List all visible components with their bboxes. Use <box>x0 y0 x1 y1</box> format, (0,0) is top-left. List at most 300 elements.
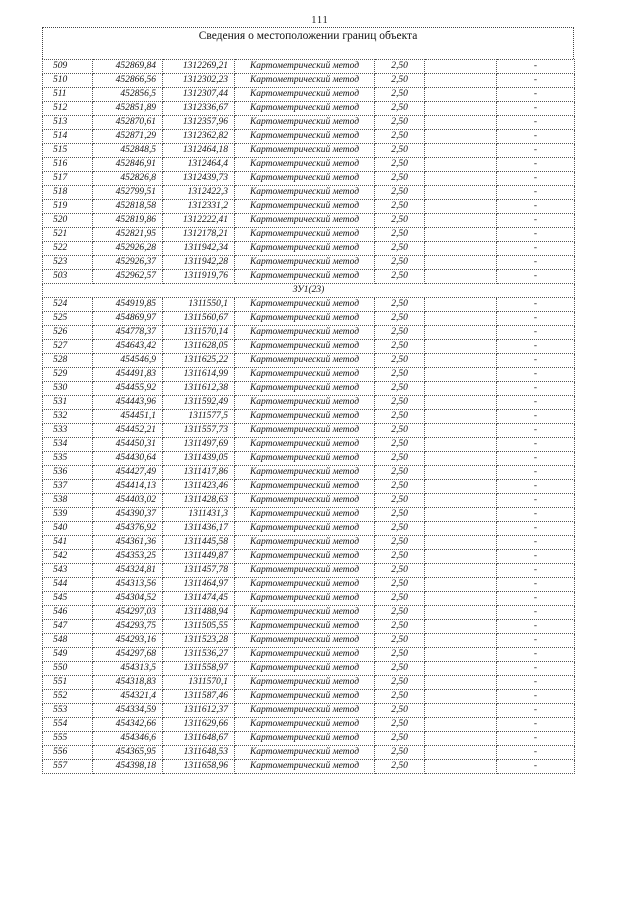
table-row <box>43 130 575 144</box>
precision-cell: 2,50 <box>375 550 425 564</box>
dash-cell: - <box>497 550 575 564</box>
table-row <box>43 522 575 536</box>
point-number: 545 <box>43 592 93 606</box>
precision-cell: 2,50 <box>375 452 425 466</box>
point-number: 543 <box>43 564 93 578</box>
coordinate-y: 1311557,73 <box>163 424 235 438</box>
point-number: 547 <box>43 620 93 634</box>
precision-cell: 2,50 <box>375 60 425 74</box>
empty-cell <box>425 746 497 760</box>
empty-cell <box>425 144 497 158</box>
coordinate-y: 1311523,28 <box>163 634 235 648</box>
coordinate-y: 1311587,46 <box>163 690 235 704</box>
table-row <box>43 354 575 368</box>
precision-cell: 2,50 <box>375 382 425 396</box>
table-row <box>43 438 575 452</box>
precision-cell: 2,50 <box>375 494 425 508</box>
coordinate-y: 1312439,73 <box>163 172 235 186</box>
coordinate-x: 454365,95 <box>93 746 163 760</box>
method-cell: Картометрический метод <box>235 676 375 690</box>
coordinate-x: 454452,21 <box>93 424 163 438</box>
coordinate-y: 1311497,69 <box>163 438 235 452</box>
point-number: 550 <box>43 662 93 676</box>
point-number: 531 <box>43 396 93 410</box>
coordinate-x: 454778,37 <box>93 326 163 340</box>
coordinate-x: 452871,29 <box>93 130 163 144</box>
precision-cell: 2,50 <box>375 662 425 676</box>
dash-cell: - <box>497 690 575 704</box>
coordinate-y: 1311577,5 <box>163 410 235 424</box>
point-number: 525 <box>43 312 93 326</box>
table-row <box>43 606 575 620</box>
empty-cell <box>425 298 497 312</box>
coordinate-x: 454293,16 <box>93 634 163 648</box>
dash-cell: - <box>497 382 575 396</box>
method-cell: Картометрический метод <box>235 144 375 158</box>
method-cell: Картометрический метод <box>235 200 375 214</box>
table-row <box>43 508 575 522</box>
method-cell: Картометрический метод <box>235 592 375 606</box>
method-cell: Картометрический метод <box>235 620 375 634</box>
empty-cell <box>425 704 497 718</box>
empty-cell <box>425 522 497 536</box>
coordinate-y: 1311457,78 <box>163 564 235 578</box>
precision-cell: 2,50 <box>375 312 425 326</box>
table-row <box>43 242 575 256</box>
point-number: 540 <box>43 522 93 536</box>
coordinate-y: 1311942,34 <box>163 242 235 256</box>
coordinates-table <box>42 59 575 774</box>
method-cell: Картометрический метод <box>235 564 375 578</box>
method-cell: Картометрический метод <box>235 550 375 564</box>
coordinate-x: 452799,51 <box>93 186 163 200</box>
empty-cell <box>425 256 497 270</box>
point-number: 553 <box>43 704 93 718</box>
empty-cell <box>425 410 497 424</box>
coordinate-x: 452818,58 <box>93 200 163 214</box>
precision-cell: 2,50 <box>375 606 425 620</box>
dash-cell: - <box>497 732 575 746</box>
coordinate-x: 454313,5 <box>93 662 163 676</box>
method-cell: Картометрический метод <box>235 606 375 620</box>
coordinate-x: 454919,85 <box>93 298 163 312</box>
dash-cell: - <box>497 116 575 130</box>
dash-cell: - <box>497 74 575 88</box>
table-row <box>43 172 575 186</box>
precision-cell: 2,50 <box>375 704 425 718</box>
point-number: 554 <box>43 718 93 732</box>
table-row <box>43 578 575 592</box>
method-cell: Картометрический метод <box>235 578 375 592</box>
method-cell: Картометрический метод <box>235 60 375 74</box>
point-number: 510 <box>43 74 93 88</box>
coordinate-y: 1311628,05 <box>163 340 235 354</box>
table-row <box>43 368 575 382</box>
dash-cell: - <box>497 480 575 494</box>
method-cell: Картометрический метод <box>235 396 375 410</box>
empty-cell <box>425 116 497 130</box>
dash-cell: - <box>497 662 575 676</box>
method-cell: Картометрический метод <box>235 382 375 396</box>
precision-cell: 2,50 <box>375 270 425 284</box>
coordinate-y: 1311592,49 <box>163 396 235 410</box>
table-row <box>43 718 575 732</box>
empty-cell <box>425 172 497 186</box>
method-cell: Картометрический метод <box>235 312 375 326</box>
table-row <box>43 648 575 662</box>
table-row <box>43 200 575 214</box>
coordinate-x: 452866,56 <box>93 74 163 88</box>
coordinate-y: 1312222,41 <box>163 214 235 228</box>
coordinate-y: 1311423,46 <box>163 480 235 494</box>
dash-cell: - <box>497 102 575 116</box>
coordinate-x: 454450,31 <box>93 438 163 452</box>
method-cell: Картометрический метод <box>235 340 375 354</box>
empty-cell <box>425 382 497 396</box>
precision-cell: 2,50 <box>375 186 425 200</box>
empty-cell <box>425 312 497 326</box>
table-row <box>43 690 575 704</box>
coordinate-x: 454869,97 <box>93 312 163 326</box>
coordinate-x: 452869,84 <box>93 60 163 74</box>
precision-cell: 2,50 <box>375 508 425 522</box>
table-row <box>43 480 575 494</box>
coordinate-x: 454304,52 <box>93 592 163 606</box>
precision-cell: 2,50 <box>375 354 425 368</box>
point-number: 538 <box>43 494 93 508</box>
precision-cell: 2,50 <box>375 130 425 144</box>
method-cell: Картометрический метод <box>235 410 375 424</box>
coordinate-x: 452926,28 <box>93 242 163 256</box>
empty-cell <box>425 662 497 676</box>
coordinate-y: 1311658,96 <box>163 760 235 774</box>
coordinate-y: 1311474,45 <box>163 592 235 606</box>
table-row <box>43 760 575 774</box>
method-cell: Картометрический метод <box>235 228 375 242</box>
empty-cell <box>425 200 497 214</box>
dash-cell: - <box>497 340 575 354</box>
dash-cell: - <box>497 424 575 438</box>
empty-cell <box>425 424 497 438</box>
point-number: 519 <box>43 200 93 214</box>
coordinate-y: 1312302,23 <box>163 74 235 88</box>
point-number: 536 <box>43 466 93 480</box>
method-cell: Картометрический метод <box>235 690 375 704</box>
point-number: 556 <box>43 746 93 760</box>
empty-cell <box>425 578 497 592</box>
point-number: 557 <box>43 760 93 774</box>
coordinate-x: 454414,13 <box>93 480 163 494</box>
table-row <box>43 536 575 550</box>
point-number: 555 <box>43 732 93 746</box>
precision-cell: 2,50 <box>375 480 425 494</box>
method-cell: Картометрический метод <box>235 634 375 648</box>
dash-cell: - <box>497 200 575 214</box>
table-row <box>43 102 575 116</box>
coordinate-x: 452821,95 <box>93 228 163 242</box>
table-row <box>43 74 575 88</box>
table-row <box>43 326 575 340</box>
precision-cell: 2,50 <box>375 690 425 704</box>
point-number: 513 <box>43 116 93 130</box>
coordinate-x: 454403,02 <box>93 494 163 508</box>
method-cell: Картометрический метод <box>235 466 375 480</box>
dash-cell: - <box>497 676 575 690</box>
coordinate-y: 1311648,67 <box>163 732 235 746</box>
precision-cell: 2,50 <box>375 102 425 116</box>
coordinate-x: 452926,37 <box>93 256 163 270</box>
table-row <box>43 340 575 354</box>
coordinate-x: 454334,59 <box>93 704 163 718</box>
point-number: 535 <box>43 452 93 466</box>
empty-cell <box>425 368 497 382</box>
coordinate-y: 1311505,55 <box>163 620 235 634</box>
empty-cell <box>425 242 497 256</box>
table-row <box>43 746 575 760</box>
dash-cell: - <box>497 648 575 662</box>
coordinates-table-body <box>43 60 575 774</box>
point-number: 532 <box>43 410 93 424</box>
dash-cell: - <box>497 354 575 368</box>
dash-cell: - <box>497 270 575 284</box>
coordinate-x: 454313,56 <box>93 578 163 592</box>
coordinate-x: 452826,8 <box>93 172 163 186</box>
coordinate-y: 1312269,21 <box>163 60 235 74</box>
table-row <box>43 704 575 718</box>
point-number: 527 <box>43 340 93 354</box>
method-cell: Картометрический метод <box>235 662 375 676</box>
coordinate-x: 452848,5 <box>93 144 163 158</box>
dash-cell: - <box>497 312 575 326</box>
coordinate-x: 454491,83 <box>93 368 163 382</box>
precision-cell: 2,50 <box>375 256 425 270</box>
method-cell: Картометрический метод <box>235 508 375 522</box>
method-cell: Картометрический метод <box>235 102 375 116</box>
empty-cell <box>425 228 497 242</box>
point-number: 551 <box>43 676 93 690</box>
empty-cell <box>425 354 497 368</box>
precision-cell: 2,50 <box>375 340 425 354</box>
method-cell: Картометрический метод <box>235 746 375 760</box>
point-number: 534 <box>43 438 93 452</box>
coordinate-x: 452851,89 <box>93 102 163 116</box>
empty-cell <box>425 438 497 452</box>
precision-cell: 2,50 <box>375 144 425 158</box>
table-row <box>43 466 575 480</box>
precision-cell: 2,50 <box>375 648 425 662</box>
empty-cell <box>425 648 497 662</box>
coordinate-y: 1311942,28 <box>163 256 235 270</box>
precision-cell: 2,50 <box>375 410 425 424</box>
coordinate-y: 1311570,1 <box>163 676 235 690</box>
coordinate-y: 1311560,67 <box>163 312 235 326</box>
point-number: 528 <box>43 354 93 368</box>
coordinate-y: 1312178,21 <box>163 228 235 242</box>
coordinate-x: 454318,83 <box>93 676 163 690</box>
empty-cell <box>425 676 497 690</box>
coordinate-x: 454427,49 <box>93 466 163 480</box>
method-cell: Картометрический метод <box>235 424 375 438</box>
point-number: 521 <box>43 228 93 242</box>
coordinate-x: 454430,64 <box>93 452 163 466</box>
dash-cell: - <box>497 578 575 592</box>
empty-cell <box>425 536 497 550</box>
empty-cell <box>425 340 497 354</box>
dash-cell: - <box>497 438 575 452</box>
dash-cell: - <box>497 466 575 480</box>
dash-cell: - <box>497 172 575 186</box>
empty-cell <box>425 186 497 200</box>
method-cell: Картометрический метод <box>235 368 375 382</box>
precision-cell: 2,50 <box>375 592 425 606</box>
method-cell: Картометрический метод <box>235 130 375 144</box>
dash-cell: - <box>497 634 575 648</box>
table-row <box>43 88 575 102</box>
method-cell: Картометрический метод <box>235 438 375 452</box>
table-row <box>43 116 575 130</box>
precision-cell: 2,50 <box>375 746 425 760</box>
precision-cell: 2,50 <box>375 214 425 228</box>
point-number: 523 <box>43 256 93 270</box>
table-row <box>43 592 575 606</box>
coordinate-y: 1311439,05 <box>163 452 235 466</box>
coordinate-x: 454361,36 <box>93 536 163 550</box>
coordinate-y: 1311625,22 <box>163 354 235 368</box>
empty-cell <box>425 214 497 228</box>
coordinate-y: 1311536,27 <box>163 648 235 662</box>
table-row <box>43 396 575 410</box>
dash-cell: - <box>497 368 575 382</box>
dash-cell: - <box>497 494 575 508</box>
dash-cell: - <box>497 592 575 606</box>
precision-cell: 2,50 <box>375 634 425 648</box>
table-row <box>43 228 575 242</box>
coordinate-x: 454643,42 <box>93 340 163 354</box>
point-number: 541 <box>43 536 93 550</box>
empty-cell <box>425 466 497 480</box>
method-cell: Картометрический метод <box>235 256 375 270</box>
table-row <box>43 410 575 424</box>
dash-cell: - <box>497 242 575 256</box>
dash-cell: - <box>497 536 575 550</box>
table-row <box>43 186 575 200</box>
point-number: 512 <box>43 102 93 116</box>
point-number: 542 <box>43 550 93 564</box>
point-number: 546 <box>43 606 93 620</box>
coordinate-y: 1312464,4 <box>163 158 235 172</box>
method-cell: Картометрический метод <box>235 242 375 256</box>
method-cell: Картометрический метод <box>235 452 375 466</box>
table-row <box>43 424 575 438</box>
dash-cell: - <box>497 410 575 424</box>
coordinate-y: 1312362,82 <box>163 130 235 144</box>
coordinate-y: 1311417,86 <box>163 466 235 480</box>
coordinate-y: 1311612,38 <box>163 382 235 396</box>
precision-cell: 2,50 <box>375 564 425 578</box>
empty-cell <box>425 270 497 284</box>
empty-cell <box>425 88 497 102</box>
empty-cell <box>425 732 497 746</box>
coordinate-y: 1311558,97 <box>163 662 235 676</box>
empty-cell <box>425 494 497 508</box>
coordinate-x: 454376,92 <box>93 522 163 536</box>
coordinate-y: 1311436,17 <box>163 522 235 536</box>
dash-cell: - <box>497 256 575 270</box>
point-number: 530 <box>43 382 93 396</box>
point-number: 552 <box>43 690 93 704</box>
precision-cell: 2,50 <box>375 298 425 312</box>
precision-cell: 2,50 <box>375 88 425 102</box>
page-number: 111 <box>311 15 329 26</box>
empty-cell <box>425 60 497 74</box>
coordinate-y: 1312357,96 <box>163 116 235 130</box>
coordinate-x: 454353,25 <box>93 550 163 564</box>
coordinate-y: 1311428,63 <box>163 494 235 508</box>
coordinate-y: 1311445,58 <box>163 536 235 550</box>
precision-cell: 2,50 <box>375 438 425 452</box>
coordinate-x: 454455,92 <box>93 382 163 396</box>
coordinate-y: 1311919,76 <box>163 270 235 284</box>
precision-cell: 2,50 <box>375 760 425 774</box>
dash-cell: - <box>497 620 575 634</box>
empty-cell <box>425 620 497 634</box>
empty-cell <box>425 396 497 410</box>
method-cell: Картометрический метод <box>235 704 375 718</box>
coordinate-x: 452856,5 <box>93 88 163 102</box>
empty-cell <box>425 326 497 340</box>
dash-cell: - <box>497 88 575 102</box>
table-row <box>43 382 575 396</box>
coordinate-y: 1311648,53 <box>163 746 235 760</box>
coordinate-x: 454297,68 <box>93 648 163 662</box>
dash-cell: - <box>497 508 575 522</box>
table-row <box>43 158 575 172</box>
coordinate-x: 452870,61 <box>93 116 163 130</box>
precision-cell: 2,50 <box>375 74 425 88</box>
coordinate-y: 1312331,2 <box>163 200 235 214</box>
precision-cell: 2,50 <box>375 396 425 410</box>
empty-cell <box>425 592 497 606</box>
precision-cell: 2,50 <box>375 242 425 256</box>
point-number: 503 <box>43 270 93 284</box>
table-row <box>43 662 575 676</box>
section-row <box>43 284 575 298</box>
coordinate-y: 1311449,87 <box>163 550 235 564</box>
coordinate-y: 1312464,18 <box>163 144 235 158</box>
dash-cell: - <box>497 130 575 144</box>
dash-cell: - <box>497 396 575 410</box>
dash-cell: - <box>497 452 575 466</box>
dash-cell: - <box>497 522 575 536</box>
point-number: 539 <box>43 508 93 522</box>
dash-cell: - <box>497 214 575 228</box>
precision-cell: 2,50 <box>375 200 425 214</box>
table-row <box>43 550 575 564</box>
table-row <box>43 676 575 690</box>
table-row <box>43 312 575 326</box>
coordinate-x: 452962,57 <box>93 270 163 284</box>
coordinate-y: 1311464,97 <box>163 578 235 592</box>
method-cell: Картометрический метод <box>235 480 375 494</box>
table-row <box>43 256 575 270</box>
point-number: 548 <box>43 634 93 648</box>
point-number: 509 <box>43 60 93 74</box>
method-cell: Картометрический метод <box>235 522 375 536</box>
point-number: 515 <box>43 144 93 158</box>
empty-cell <box>425 452 497 466</box>
coordinate-y: 1312422,3 <box>163 186 235 200</box>
precision-cell: 2,50 <box>375 718 425 732</box>
